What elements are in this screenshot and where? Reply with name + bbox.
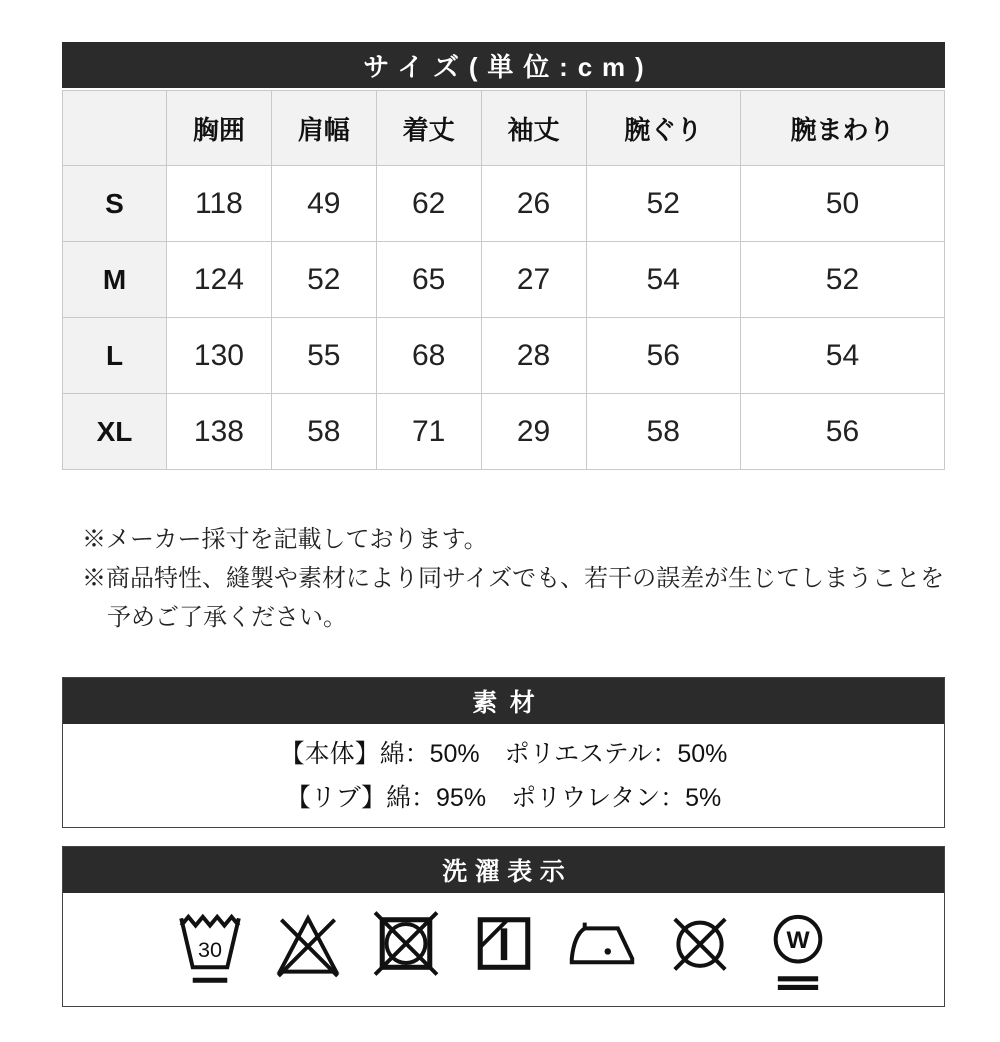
column-header-armhole: 腕ぐり bbox=[586, 91, 740, 166]
shade-line-dry-icon bbox=[468, 902, 540, 998]
size-row-label: L bbox=[63, 318, 167, 394]
cell-value: 138 bbox=[167, 394, 272, 470]
laundry-section-title: 洗濯表示 bbox=[442, 858, 573, 886]
cell-value: 56 bbox=[586, 318, 740, 394]
size-row-l bbox=[63, 318, 945, 394]
cell-value: 52 bbox=[271, 242, 376, 318]
material-line-rib: 【リブ】綿：95% ポリウレタン：5% bbox=[285, 784, 722, 812]
cell-value: 124 bbox=[167, 242, 272, 318]
no-bleach-icon bbox=[272, 902, 344, 998]
cell-value: 56 bbox=[740, 394, 944, 470]
size-section-title: サイズ(単位:cm) bbox=[363, 51, 654, 82]
column-header-chest: 胸囲 bbox=[167, 91, 272, 166]
cell-value: 52 bbox=[740, 242, 944, 318]
cell-value: 130 bbox=[167, 318, 272, 394]
cell-value: 26 bbox=[481, 166, 586, 242]
cell-value: 62 bbox=[376, 166, 481, 242]
cell-value: 58 bbox=[271, 394, 376, 470]
material-section-title: 素材 bbox=[472, 689, 548, 717]
cell-value: 49 bbox=[271, 166, 376, 242]
cell-value: 71 bbox=[376, 394, 481, 470]
material-line-body: 【本体】綿：50% ポリエステル：50% bbox=[279, 740, 728, 768]
material-section bbox=[62, 677, 945, 828]
wash-temp-label: 30 bbox=[197, 937, 222, 963]
size-row-label: XL bbox=[63, 394, 167, 470]
wet-clean-label: W bbox=[785, 926, 810, 954]
cell-value: 54 bbox=[740, 318, 944, 394]
note-line: 予めご了承ください。 bbox=[107, 604, 347, 631]
size-row-label: S bbox=[63, 166, 167, 242]
page-content bbox=[62, 42, 945, 1007]
size-table-header-row bbox=[63, 91, 945, 166]
cell-value: 50 bbox=[740, 166, 944, 242]
measurement-notes bbox=[82, 520, 945, 637]
cell-value: 52 bbox=[586, 166, 740, 242]
size-section-title-bar bbox=[62, 42, 945, 88]
laundry-icons-row bbox=[63, 894, 944, 1006]
cell-value: 118 bbox=[167, 166, 272, 242]
cell-value: 54 bbox=[586, 242, 740, 318]
wash-30-gentle-icon bbox=[174, 902, 246, 998]
note-line: ※商品特性、縫製や素材により同サイズでも、若干の誤差が生じてしまうことを bbox=[82, 565, 945, 592]
column-header-sleeve: 袖丈 bbox=[481, 91, 586, 166]
corner-cell bbox=[63, 91, 167, 166]
cell-value: 55 bbox=[271, 318, 376, 394]
no-dry-clean-icon bbox=[664, 902, 736, 998]
iron-low-icon bbox=[566, 902, 638, 998]
note-line: ※メーカー採寸を記載しております。 bbox=[82, 526, 488, 553]
laundry-section-title-bar bbox=[63, 847, 944, 894]
cell-value: 68 bbox=[376, 318, 481, 394]
cell-value: 65 bbox=[376, 242, 481, 318]
wet-clean-gentle-icon bbox=[762, 902, 834, 998]
size-row-label: M bbox=[63, 242, 167, 318]
laundry-section bbox=[62, 846, 945, 1007]
cell-value: 28 bbox=[481, 318, 586, 394]
column-header-shoulder: 肩幅 bbox=[271, 91, 376, 166]
column-header-length: 着丈 bbox=[376, 91, 481, 166]
material-section-title-bar bbox=[63, 678, 944, 725]
size-row-m bbox=[63, 242, 945, 318]
size-table bbox=[62, 90, 945, 470]
cell-value: 27 bbox=[481, 242, 586, 318]
no-tumble-dry-icon bbox=[370, 902, 442, 998]
cell-value: 58 bbox=[586, 394, 740, 470]
size-row-s bbox=[63, 166, 945, 242]
material-details bbox=[63, 725, 944, 827]
cell-value: 29 bbox=[481, 394, 586, 470]
column-header-arm-circumference: 腕まわり bbox=[740, 91, 944, 166]
size-row-xl bbox=[63, 394, 945, 470]
